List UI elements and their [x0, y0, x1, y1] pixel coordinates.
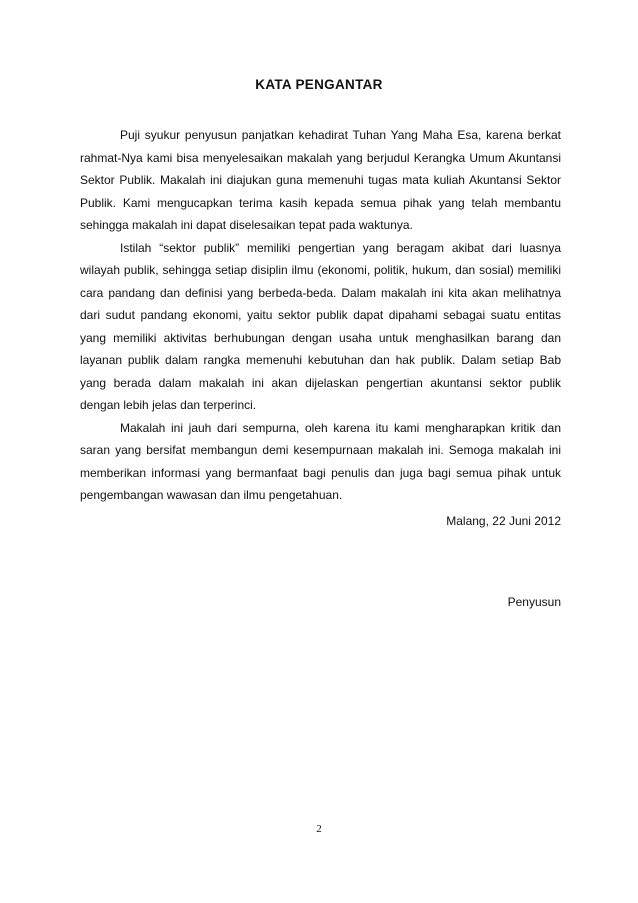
paragraph-intro: Puji syukur penyusun panjatkan kehadirat Tuhan Yang Maha Esa, karena berkat rahmat-Nya kami bisa menyelesaikan makalah yang berjudul Kerangka Umum Akuntansi Sektor Publik. Makalah ini diajukan guna memenuhi tugas mata kuliah Akuntansi Sektor Publik. Kami mengucapkan terima kasih kepada semua pihak yang telah membantu sehingga makalah ini dapat diselesaikan tepat pada waktunya. [80, 128, 561, 232]
paragraph-closing: Makalah ini jauh dari sempurna, oleh karena itu kami mengharapkan kritik dan saran yang bersifat membangun demi kesempurnaan makalah ini. Semoga makalah ini memberikan informasi yang bermanfaat bagi penulis dan juga bagi semua pihak untuk pengembangan wawasan dan ilmu pengetahuan. [80, 420, 561, 502]
document-body [80, 124, 561, 507]
signer: Penyusun [507, 595, 561, 609]
paragraph-public-sector: Istilah “sektor publik” memiliki pengertian yang beragam akibat dari luasnya wilayah publik, sehingga setiap disiplin ilmu (ekonomi, politik, hukum, dan sosial) memiliki cara pandang dan definisi yang berbeda-beda. Dalam makalah ini kita akan melihatnya dari sudut pandang ekonomi, yaitu sektor publik dapat dipahami sebagai suatu entitas yang memiliki aktivitas berhubungan dengan usaha untuk menghasilkan barang dan layanan publik dalam rangka memenuhi kebutuhan dan hak publik. Dalam setiap Bab yang berada dalam makalah ini akan dijelaskan pengertian akuntansi sektor publik dengan lebih jelas dan terperinci. [80, 240, 561, 412]
place-date: Malang, 22 Juni 2012 [446, 514, 561, 528]
page-number: 2 [316, 823, 322, 835]
page-title: KATA PENGANTAR [255, 77, 383, 92]
